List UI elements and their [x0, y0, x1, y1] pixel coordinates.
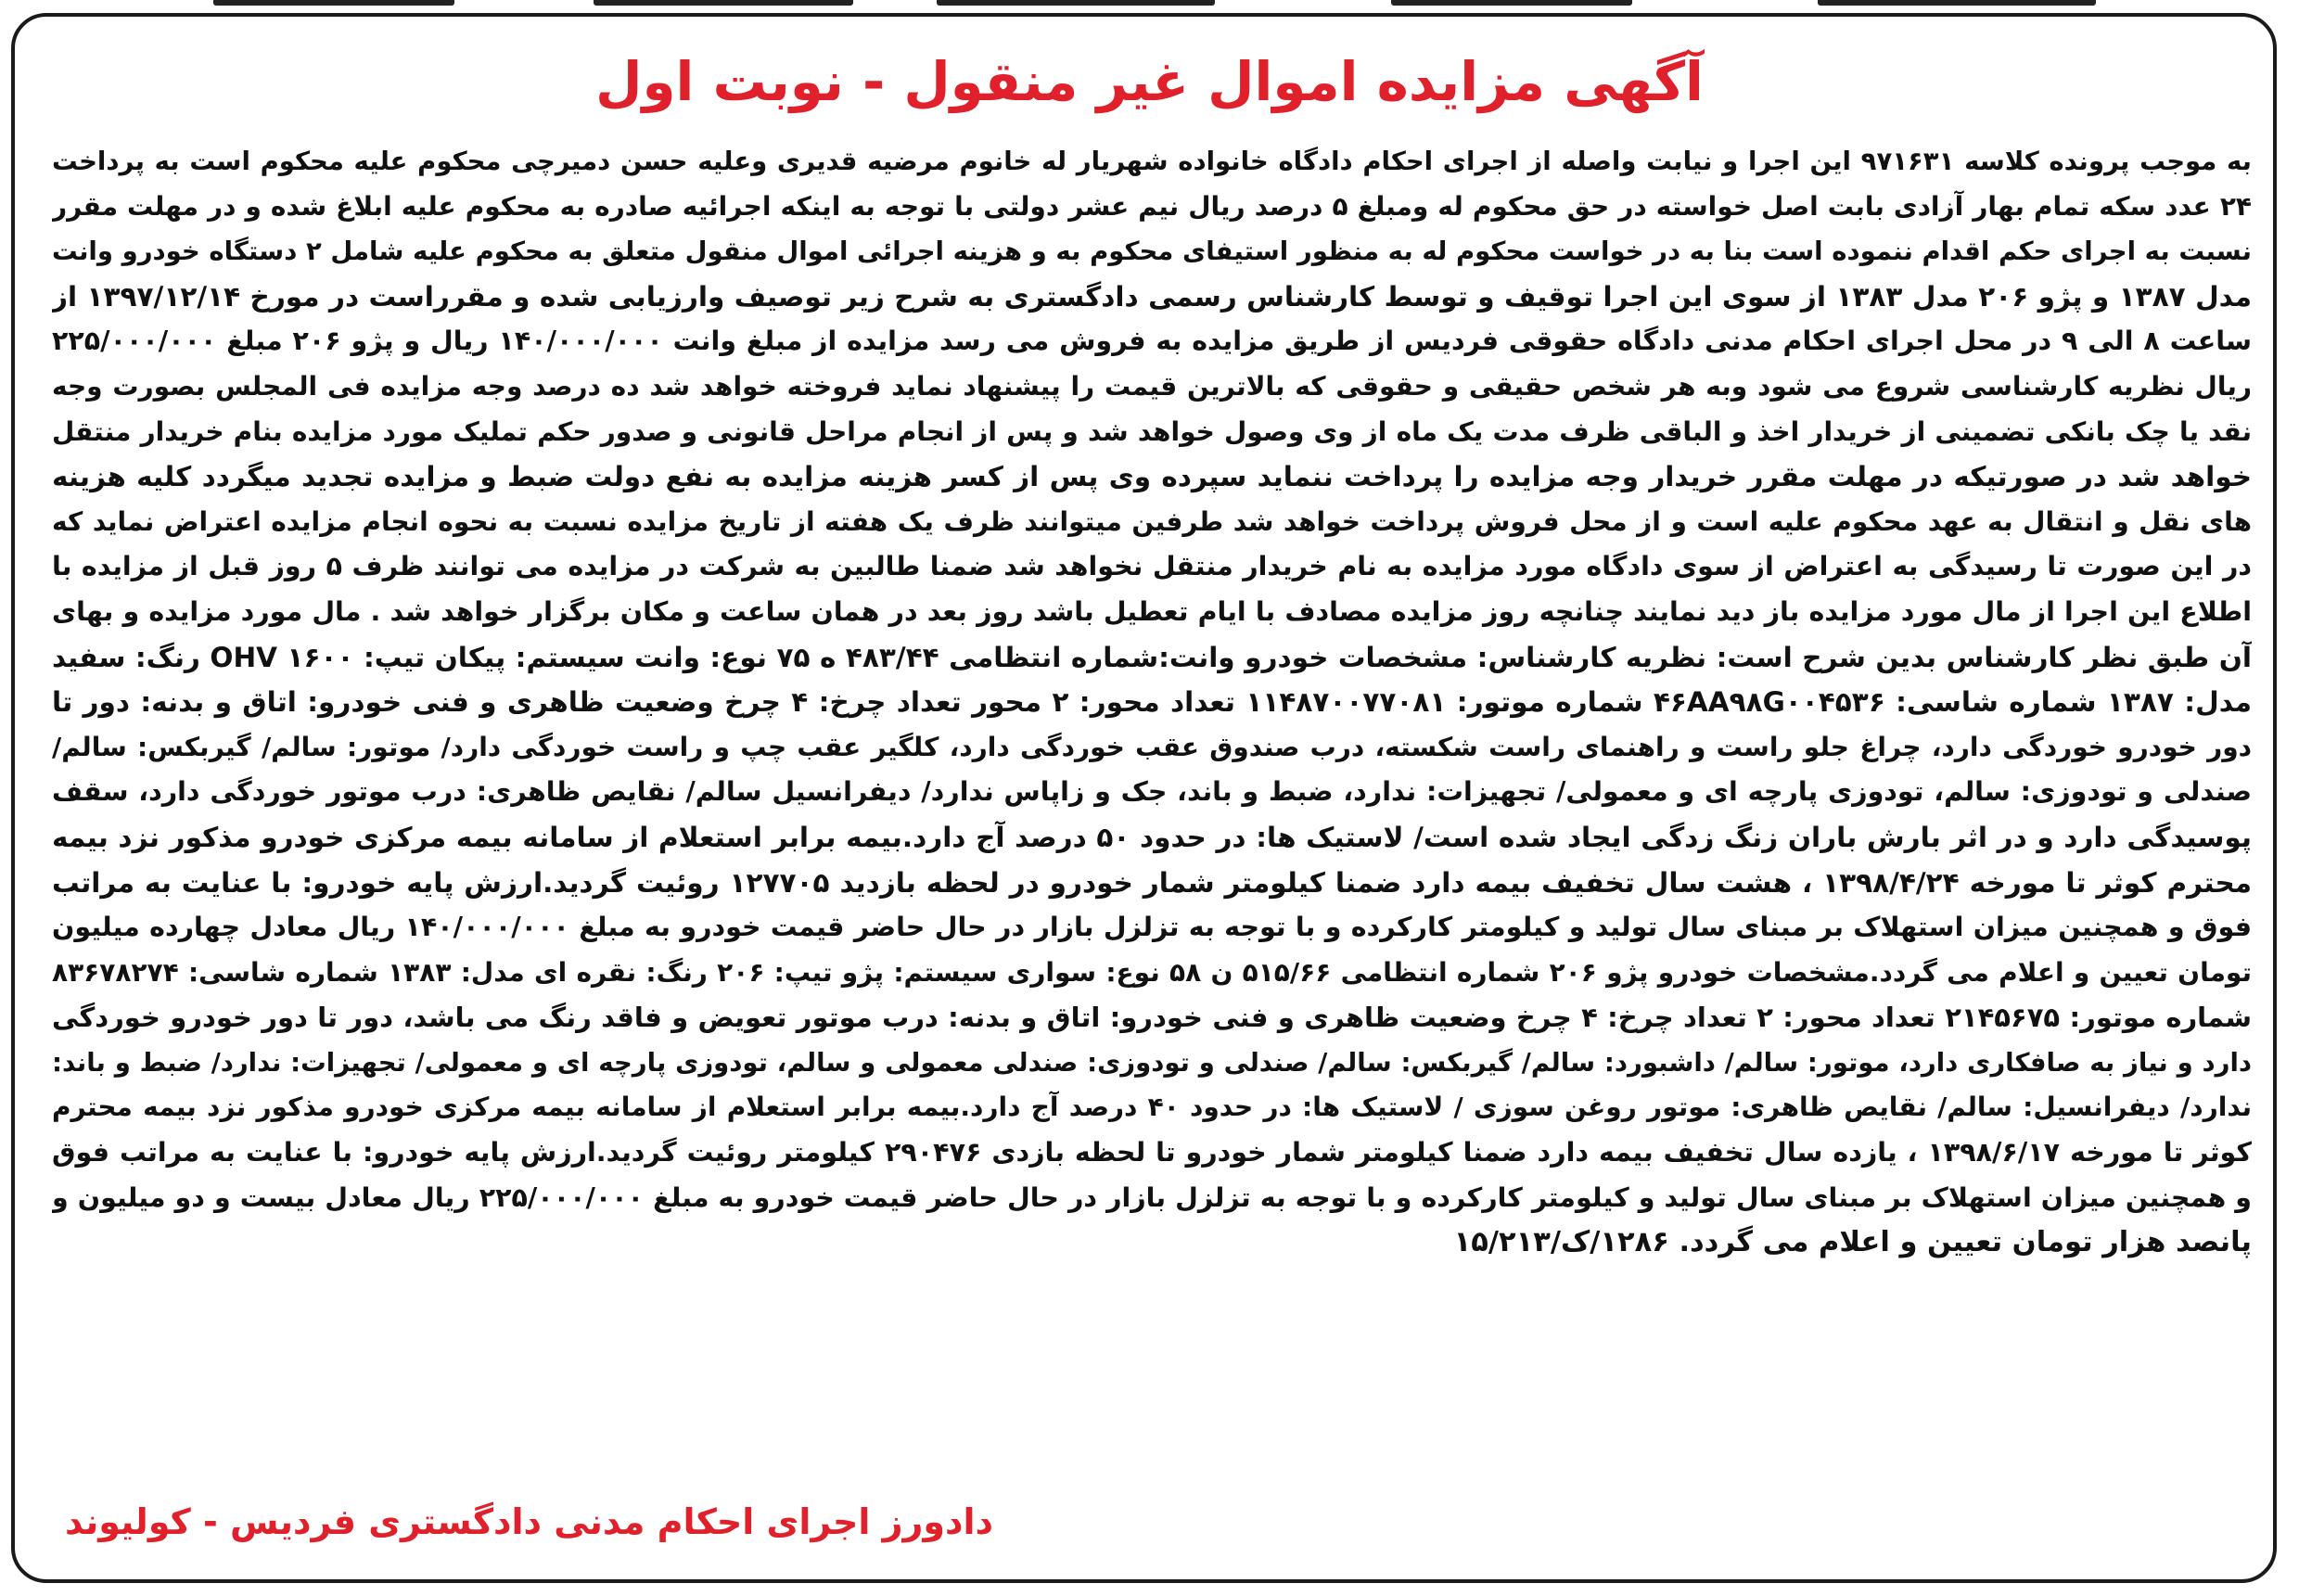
body-line: اطلاع این اجرا از مال مورد مزایده باز دید نمایند چنانچه روز مزایده مصادف با ایام تعطیل باشد روز بعد در همان ساعت و مکان برگزار خواهد شد . مال مورد مزایده و بهای — [52, 595, 2252, 627]
body-line: شماره موتور: ۲۱۴۵۶۷۵ تعداد محور: ۲ تعداد چرخ: ۴ چرخ وضعیت ظاهری و فنی خودرو: اتاق و بدنه: درب موتور تعویض و فاقد رنگ می باشد، دور تا دور خودرو خوردگی — [52, 1002, 2252, 1034]
body-line: دارد و نیاز به صافکاری دارد، موتور: سالم/ داشبورد: سالم/ گیربکس: سالم/ صندلی و تودوزی: صندلی معمولی و سالم، تودوزی پارچه ای و معمولی/ تجهیزات: ندارد/ ضبط و باند: — [52, 1047, 2252, 1078]
body-line: ریال نظریه کارشناسی شروع می شود وبه هر شخص حقیقی و حقوقی که بالاترین قیمت را پیشنهاد نماید فروخته خواهد شد ده درصد وجه مزایده فی المجلس بصورت وجه — [52, 370, 2252, 402]
body-line: مدل ۱۳۸۷ و پژو ۲۰۶ مدل ۱۳۸۳ از سوی این اجرا توقیف و توسط کارشناس رسمی دادگستری به شرح زیر توصیف وارزیابی شده و مقرراست در مورخ ۱۳۹۷/۱۲/۱۴ از — [52, 280, 2252, 313]
body-line: آن طبق نظر کارشناس بدین شرح است: نظریه کارشناس: مشخصات خودرو وانت:شماره انتظامی ۴۸۳/۴۴ ه ۷۵ نوع: وانت سیستم: پیکان تیپ: OHV ۱۶۰۰ رنگ: سفید — [52, 641, 2252, 673]
body-line: های نقل و انتقال به عهد محکوم علیه است و از محل فروش پرداخت خواهد شد طرفین میتوانند ظرف یک هفته از تاریخ مزایده نسبت به نحوه انجام مزایده اعتراض نماید که — [52, 505, 2252, 537]
body-line: مدل: ۱۳۸۷ شماره شاسی: ۴۶AA۹۸G۰۰۴۵۳۶ شماره موتور: ۱۱۴۸۷۰۰۷۷۰۸۱ تعداد محور: ۲ محور تعداد چرخ: ۴ چرخ وضعیت ظاهری و فنی خودرو: اتاق و بدنه: دور تا — [52, 686, 2252, 719]
body-line: تومان تعیین و اعلام می گردد.مشخصات خودرو پژو ۲۰۶ شماره انتظامی ۵۱۵/۶۶ ن ۵۸ نوع: سواری سیستم: پژو تیپ: ۲۰۶ رنگ: نقره ای مدل: ۱۳۸۳ شماره شاسی: ۸۳۶۷۸۲۷۴ — [52, 956, 2252, 988]
body-line: فوق و همچنین میزان استهلاک بر مبنای سال تولید و کیلومتر کارکرده و با توجه به تزلزل بازار در حال حاضر قیمت خودرو به مبلغ ۱۴۰/۰۰۰/۰۰۰ ریال معادل چهارده میلیون — [52, 912, 2252, 943]
body-line: ساعت ۸ الی ۹ در محل اجرای احکام مدنی دادگاه حقوقی فردیس از طریق مزایده به فروش می رسد مزایده از مبلغ وانت ۱۴۰/۰۰۰/۰۰۰ ریال و پژو ۲۰۶ مبلغ ۲۲۵/۰۰۰/۰۰۰ — [52, 326, 2252, 357]
body-line: ندارد/ دیفرانسیل: سالم/ نقایص ظاهری: موتور روغن سوزی / لاستیک ها: در حدود ۴۰ درصد آج دارد.بیمه برابر استعلام از سامانه بیمه مرکزی خودرو مذکور نزد بیمه محترم — [52, 1092, 2252, 1123]
body-line: محترم کوثر تا مورخه ۱۳۹۸/۴/۲۴ ، هشت سال تخفیف بیمه دارد ضمنا کیلومتر شمار خودرو در لحظه بازدید ۱۲۷۷۰۵ روئیت گردید.ارزش پایه خودرو: با عنایت به مراتب — [52, 866, 2252, 899]
body-line: صندلی و تودوزی: سالم، تودوزی پارچه ای و معمولی/ تجهیزات: ندارد، ضبط و باند، جک و زاپاس ندارد/ دیفرانسیل سالم/ نقایص ظاهری: درب موتور خوردگی دارد، سقف — [52, 776, 2252, 808]
body-line: و همچنین میزان استهلاک بر مبنای سال تولید و کیلومتر کارکرده و با توجه به تزلزل بازار در حال حاضر قیمت خودرو به مبلغ ۲۲۵/۰۰۰/۰۰۰ ریال معادل بیست و دو میلیون و — [52, 1181, 2252, 1213]
body-line: پوسیدگی دارد و در اثر بارش باران زنگ زدگی ایجاد شده است/ لاستیک ها: در حدود ۵۰ درصد آج دارد.بیمه برابر استعلام از سامانه بیمه مرکزی خودرو مذکور نزد بیمه — [52, 821, 2252, 853]
notice-body — [52, 139, 2252, 1266]
body-line: نقد یا چک بانکی تضمینی از خریدار اخذ و الباقی ظرف مدت یک ماه از وی وصول خواهد شد و پس از انجام مراحل قانونی و صدور حکم تملیک مورد مزایده بنام خریدار منتقل — [52, 415, 2252, 447]
notice-title: آگهی مزایده اموال غیر منقول - نوبت اول — [595, 50, 1704, 113]
body-line: نسبت به اجرای حکم اقدام ننموده است بنا به در خواست محکوم له به منظور استیفای محکوم به و هزینه اجرائی اموال منقول متعلق به محکوم علیه شامل ۲ دستگاه خودرو وانت — [52, 236, 2252, 267]
body-line: ۲۴ عدد سکه تمام بهار آزادی بابت اصل خواسته در حق محکوم له ومبلغ ۵ درصد ریال نیم عشر دولتی با توجه به اینکه اجرائیه صادره به محکوم علیه ابلاغ شده و در مهلت مقرر — [52, 190, 2252, 222]
body-line: دور خودرو خوردگی دارد، چراغ جلو راست و راهنمای راست شکسته، درب صندوق عقب خوردگی دارد، کلگیر عقب چپ و راست خوردگی دارد/ موتور: سالم/ گیربکس: سالم/ — [52, 731, 2252, 762]
body-line: در این صورت تا رسیدگی به اعتراض از سوی دادگاه مورد مزایده به نام خریدار منتقل نخواهد شد ضمنا طالبین به شرکت در مزایده می توانند ظرف ۵ روز قبل از مزایده با — [52, 551, 2252, 582]
body-line: کوثر تا مورخه ۱۳۹۸/۶/۱۷ ، یازده سال تخفیف بیمه دارد ضمنا کیلومتر شمار خودرو تا لحظه بازدی ۲۹۰۴۷۶ کیلومتر روئیت گردید.ارزش پایه خودرو: با عنایت به مراتب فوق — [52, 1137, 2252, 1168]
body-line: خواهد شد در صورتیکه در مهلت مقرر خریدار وجه مزایده را پرداخت ننماید سپرده وی پس از کسر هزینه مزایده به نفع دولت ضبط و مزایده تجدید میگردد کلیه هزینه — [52, 461, 2252, 493]
top-strip — [0, 0, 2299, 13]
body-line: پانصد هزار تومان تعیین و اعلام می گردد. ۱۲۸۶/ک/۱۵/۲۱۳ — [1453, 1226, 2252, 1259]
signature: دادورز اجرای احکام مدنی دادگستری فردیس - کولیوند — [65, 1501, 994, 1542]
body-line: به موجب پرونده کلاسه ۹۷۱۶۳۱ این اجرا و نیابت واصله از اجرای احکام دادگاه خانواده شهریار له خانوم مرضیه قدیری وعلیه حسن دمیرچی محکوم علیه محکوم است به پرداخت — [52, 147, 2252, 176]
